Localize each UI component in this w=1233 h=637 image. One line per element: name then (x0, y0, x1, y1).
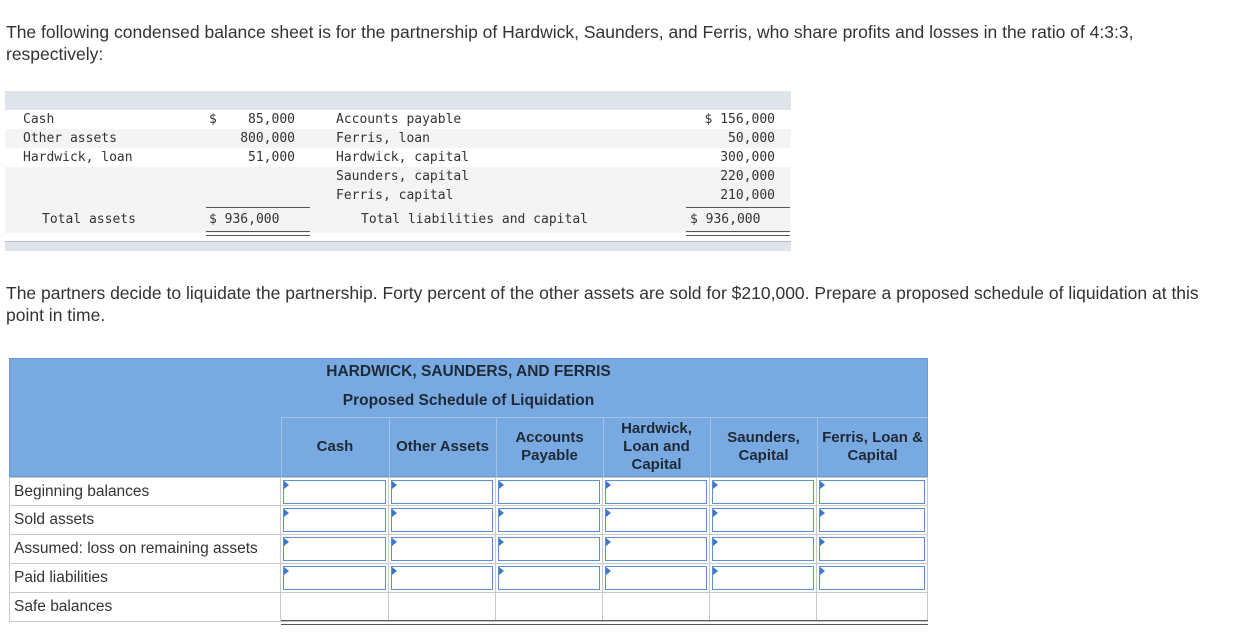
asset-amount: 800,000 (240, 131, 295, 146)
paid-other-assets-input[interactable] (391, 566, 493, 590)
input-marker-icon (499, 567, 504, 575)
table-cell (603, 477, 710, 506)
table-cell (603, 564, 710, 593)
table-cell (817, 506, 928, 535)
safe-accounts-payable-cell (496, 593, 603, 622)
subtotal-rule (206, 207, 310, 208)
sold-accounts-payable-input[interactable] (498, 508, 600, 532)
input-marker-icon (392, 509, 397, 517)
liability-amount: 300,000 (720, 150, 775, 165)
asset-label: Cash (23, 112, 55, 127)
asset-amount: 85,000 (248, 112, 295, 127)
table-cell (281, 564, 389, 593)
safe-cash-cell (281, 593, 389, 622)
subtotal-rule (686, 207, 790, 208)
table-cell (710, 477, 817, 506)
beginning-ferris-input[interactable] (819, 480, 925, 504)
row-label-paid-liabilities: Paid liabilities (9, 564, 281, 593)
sold-saunders-input[interactable] (712, 508, 814, 532)
liability-amount: 210,000 (720, 188, 775, 203)
input-marker-icon (606, 567, 611, 575)
liability-label: Accounts payable (336, 112, 462, 127)
paid-cash-input[interactable] (283, 566, 386, 590)
input-marker-icon (392, 481, 397, 489)
safe-saunders-cell (710, 593, 817, 622)
input-marker-icon (606, 538, 611, 546)
row-label-beginning-balances: Beginning balances (9, 477, 281, 506)
table-cell (710, 535, 817, 564)
paid-accounts-payable-input[interactable] (498, 566, 600, 590)
loss-hardwick-input[interactable] (605, 537, 707, 561)
column-header-hardwick: Hardwick, Loan and Capital (621, 420, 692, 473)
row-label-assumed-loss: Assumed: loss on remaining assets (9, 535, 281, 564)
input-marker-icon (284, 538, 289, 546)
input-marker-icon (713, 567, 718, 575)
input-marker-icon (820, 538, 825, 546)
input-marker-icon (820, 509, 825, 517)
schedule-title: HARDWICK, SAUNDERS, AND FERRIS (326, 363, 611, 380)
table-cell (710, 506, 817, 535)
asset-amount: 51,000 (248, 150, 295, 165)
liability-amount: $ 156,000 (704, 112, 775, 127)
question-text: The partners decide to liquidate the partnership. Forty percent of the other assets are sold for $210,000. Prepare a proposed schedule of liquidation at this point in time. (6, 283, 1199, 325)
liability-label: Ferris, loan (336, 131, 430, 146)
input-marker-icon (284, 509, 289, 517)
beginning-accounts-payable-input[interactable] (498, 480, 600, 504)
schedule-subtitle: Proposed Schedule of Liquidation (342, 392, 595, 409)
input-marker-icon (499, 538, 504, 546)
total-double-rule (281, 620, 928, 625)
loss-ferris-input[interactable] (819, 537, 925, 561)
loss-other-assets-input[interactable] (391, 537, 493, 561)
table-cell (496, 564, 603, 593)
table-cell (496, 477, 603, 506)
input-marker-icon (499, 481, 504, 489)
beginning-hardwick-input[interactable] (605, 480, 707, 504)
total-double-rule (206, 231, 310, 236)
input-marker-icon (713, 538, 718, 546)
paid-ferris-input[interactable] (819, 566, 925, 590)
input-marker-icon (392, 538, 397, 546)
beginning-other-assets-input[interactable] (391, 480, 493, 504)
safe-ferris-cell (817, 593, 928, 622)
balance-sheet-header-band (5, 91, 791, 110)
liability-label: Ferris, capital (336, 188, 454, 203)
input-marker-icon (284, 481, 289, 489)
input-marker-icon (284, 567, 289, 575)
total-double-rule (686, 231, 790, 236)
table-cell (281, 506, 389, 535)
liability-amount: 220,000 (720, 169, 775, 184)
loss-accounts-payable-input[interactable] (498, 537, 600, 561)
paid-saunders-input[interactable] (712, 566, 814, 590)
liability-amount: 50,000 (728, 131, 775, 146)
column-header-accounts-payable: Accounts Payable (515, 429, 584, 464)
intro-text: The following condensed balance sheet is for the partnership of Hardwick, Saunders, and Ferris, who share profits and losses in the ratio of 4:3:3, respectively: (6, 22, 1134, 64)
safe-hardwick-cell (603, 593, 710, 622)
paid-hardwick-input[interactable] (605, 566, 707, 590)
asset-label: Hardwick, loan (23, 150, 133, 165)
dollar-sign: $ (209, 112, 217, 127)
total-assets: $ 936,000 (209, 212, 280, 227)
beginning-saunders-input[interactable] (712, 480, 814, 504)
table-cell (603, 506, 710, 535)
table-cell (817, 535, 928, 564)
balance-sheet-footer-band (5, 241, 791, 251)
column-header-ferris: Ferris, Loan & Capital (822, 429, 923, 464)
column-header-cash: Cash (316, 438, 354, 455)
row-label-safe-balances: Safe balances (9, 593, 281, 622)
safe-other-assets-cell (389, 593, 496, 622)
input-marker-icon (713, 509, 718, 517)
row-label-sold-assets: Sold assets (9, 506, 281, 535)
table-cell (389, 564, 496, 593)
table-cell (603, 535, 710, 564)
asset-label: Other assets (23, 131, 117, 146)
table-cell (281, 535, 389, 564)
input-marker-icon (499, 509, 504, 517)
loss-saunders-input[interactable] (712, 537, 814, 561)
sold-cash-input[interactable] (283, 508, 386, 532)
table-cell (389, 477, 496, 506)
input-marker-icon (713, 481, 718, 489)
table-cell (389, 535, 496, 564)
sold-hardwick-input[interactable] (605, 508, 707, 532)
column-header-other-assets: Other Assets (396, 438, 489, 455)
input-marker-icon (820, 567, 825, 575)
table-cell (710, 564, 817, 593)
sold-other-assets-input[interactable] (391, 508, 493, 532)
input-marker-icon (820, 481, 825, 489)
input-marker-icon (606, 509, 611, 517)
input-marker-icon (606, 481, 611, 489)
liability-label: Hardwick, capital (336, 150, 470, 165)
loss-cash-input[interactable] (283, 537, 386, 561)
total-liabilities: $ 936,000 (690, 212, 761, 227)
beginning-cash-input[interactable] (283, 480, 386, 504)
table-cell (389, 506, 496, 535)
total-assets-label: Total assets (42, 212, 136, 227)
table-cell (817, 477, 928, 506)
liability-label: Saunders, capital (336, 169, 470, 184)
total-liabilities-label: Total liabilities and capital (361, 212, 588, 227)
input-marker-icon (392, 567, 397, 575)
table-cell (817, 564, 928, 593)
table-cell (496, 506, 603, 535)
table-cell (281, 477, 389, 506)
table-cell (496, 535, 603, 564)
column-header-saunders: Saunders, Capital (727, 429, 800, 464)
sold-ferris-input[interactable] (819, 508, 925, 532)
